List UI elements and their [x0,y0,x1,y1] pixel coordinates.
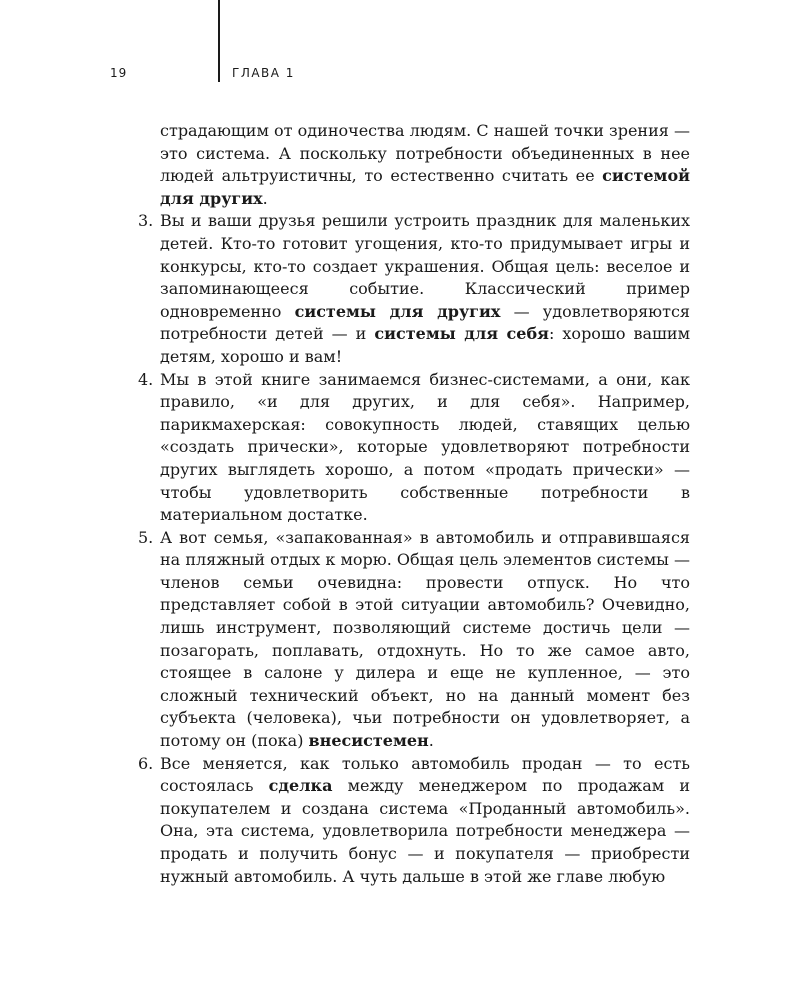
list-item-number: 6. [138,753,154,773]
text-segment: — удовлетворяются потребности детей — и [160,301,691,344]
text-segment: : хорошо вашим детям, хорошо и вам! [160,324,691,366]
list-item [138,527,690,753]
bold-term: системой для других [160,166,690,208]
page-number: 19 [110,66,128,80]
list-item [138,369,690,527]
text-segment: страдающим от одиночества людям. С нашей точки зрения — это система. А поскольку потребности объединенных в нее людей альтруистичны, то естественно считать ее [160,121,690,186]
bold-term: внесистемен [308,731,429,751]
list-item [138,210,691,368]
text-segment: Все меняется, как только автомобиль продан — то есть состоялась [160,753,690,796]
list-item [138,753,690,889]
bold-term: системы для себя [374,324,549,344]
header-divider-line [218,0,220,82]
body-text [138,120,691,888]
list-item-number: 4. [138,369,154,389]
text-segment: Вы и ваши друзья решили устроить праздник для маленьких детей. Кто-то готовит угощения, кто-то придумывает игры и конкурсы, кто-то создает украшения. Общая цель: веселое и запоминающееся событие. Классический пример одновременно [160,211,690,321]
bold-term: сделка [268,776,333,796]
list-item-number: 5. [138,527,154,547]
text-segment: между менеджером по продажам и покупателем и создана система «Проданный автомобиль». Она, эта система, удовлетворила потребности менеджера — продать и получить бонус — и покупателя — приобрести нужный автомобиль. А чуть дальше в этой же главе любую [160,776,690,886]
text-segment: . [262,188,268,208]
text-segment: . [428,731,434,751]
paragraph-continuation [160,120,690,210]
list-item-number: 3. [138,211,154,231]
chapter-title: ГЛАВА 1 [232,66,295,80]
bold-term: системы для других [294,301,501,321]
text-segment: А вот семья, «запакованная» в автомобиль и отправившаяся на пляжный отдых к морю. Общая цель элементов системы — членов семьи очевидна: провести отпуск. Но что представляет собой в этой ситуации автомобиль? Очевидно, лишь инструмент, позволяющий системе достичь цели — позагорать, поплавать, отдохнуть. Но то же самое авто, стоящее в салоне у дилера и еще не купленное, — это сложный технический объект, но на данный момент без субъекта (человека), чьи потребности он удовлетворяет, а потому он (пока) [160,527,690,751]
text-segment: Мы в этой книге занимаемся бизнес-системами, а они, как правило, «и для других, и для себя». Например, парикмахерская: совокупность людей, ставящих целью «создать прически», которые удовлетворяют потребности других выглядеть хорошо, а потом «продать прически» — чтобы удовлетворить собственные потребности в материальном достатке. [160,369,690,525]
